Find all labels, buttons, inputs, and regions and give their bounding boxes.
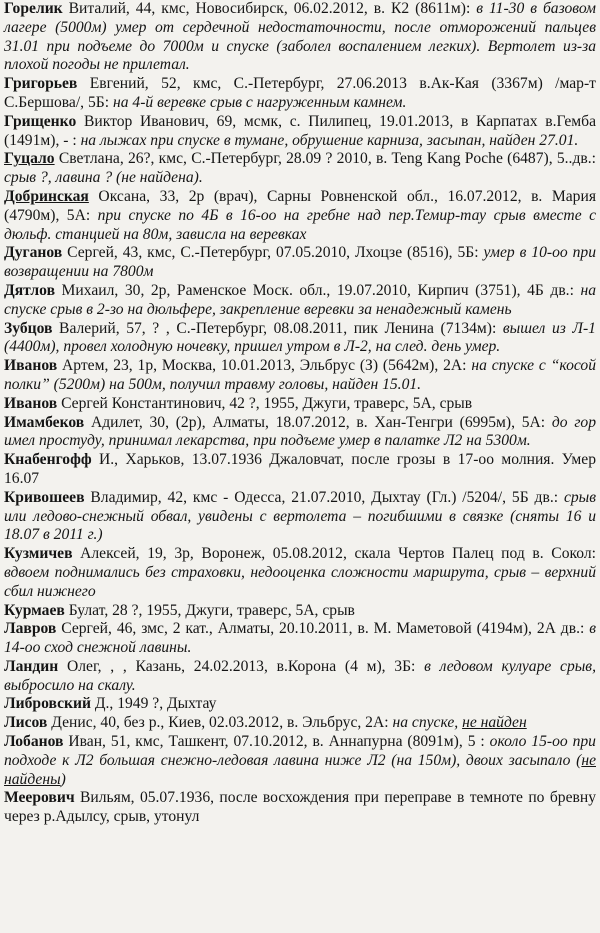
entry-surname: Дуганов: [4, 244, 63, 262]
entry-description-text: около 15-оо при подходе к Л2 большая снежно-ледовая лавина ниже Л2 (на 150м), двоих засыпало (: [4, 733, 596, 769]
entry-surname: Кривошеев: [4, 488, 85, 506]
list-entry: [4, 414, 596, 452]
entry-surname: Гуцало: [4, 150, 55, 168]
list-entry: [4, 451, 596, 489]
list-entry: [4, 489, 596, 545]
list-entry: [4, 244, 596, 282]
entry-info: Вильям, 05.07.1936, после восхождения при переправе в темноте по бревну через р.Адылсу, срыв, утонул: [4, 789, 596, 826]
entry-surname: Григорьев: [4, 75, 78, 93]
list-entry: [4, 282, 596, 320]
entry-info: Олег, , , Казань, 24.02.2013, в.Корона (4 м), 3Б:: [58, 657, 425, 675]
entry-info: Артем, 23, 1р, Москва, 10.01.2013, Эльбрус (З) (5642м), 2А:: [57, 357, 472, 375]
list-entry: [4, 188, 596, 244]
list-entry: [4, 357, 596, 395]
entry-info: Иван, 51, кмс, Ташкент, 07.10.2012, в. Аннапурна (8091м), 5 :: [63, 733, 490, 751]
list-entry: [4, 658, 596, 696]
entry-description: срыв или ледово-снежный обвал, увидены с вертолета – погибшими в связке (сняты 16 и 18.07 в 2011 г.): [4, 488, 596, 544]
entry-description-text: на спуске,: [392, 714, 463, 732]
entry-description: на спуске срыв в 2-зо на дюльфере, закрепление веревки за ненадежный камень: [4, 281, 596, 318]
entry-description: в 14-оо сход снежной лавины.: [4, 620, 596, 657]
entry-info: Оксана, 33, 2р (врач), Сарны Ровненской обл., 16.07.2012, в. Мария (4790м), 5А:: [4, 187, 596, 224]
list-entry: [4, 150, 596, 188]
entry-surname: Меерович: [4, 789, 75, 807]
list-entry: [4, 733, 596, 789]
list-entry: [4, 602, 596, 621]
entry-info: Светлана, 26?, кмс, С.-Петербург, 28.09 ? 2010, в. Teng Kang Poche (6487), 5..дв.:: [54, 150, 596, 168]
entry-surname: Лобанов: [4, 733, 64, 751]
entry-info: Адилет, 30, (2р), Алматы, 18.07.2012, в. Хан-Тенгри (6995м), 5А:: [84, 413, 552, 431]
entry-info: Алексей, 19, 3р, Воронеж, 05.08.2012, скала Чертов Палец под в. Сокол:: [72, 545, 596, 563]
entry-surname: Лисов: [4, 714, 48, 732]
entry-info: Сергей, 43, кмс, С.-Петербург, 07.05.2010, Лхоцзе (8516), 5Б:: [62, 244, 484, 262]
list-entry: [4, 620, 596, 658]
list-entry: [4, 395, 596, 414]
entry-surname: Курмаев: [4, 601, 65, 619]
entry-surname: Кнабенгофф: [4, 451, 92, 469]
entry-description: умер в 10-оо при возвращении на 7800м: [4, 244, 596, 281]
entry-surname: Кузмичев: [4, 545, 73, 563]
entry-info: Владимир, 42, кмс - Одесса, 21.07.2010, Дыхтау (Гл.) /5204/, 5Б дв.:: [84, 488, 564, 506]
entry-surname: Горелик: [4, 0, 63, 17]
list-entry: [4, 789, 596, 827]
entry-info: Виталий, 44, кмс, Новосибирск, 06.02.2012, в. К2 (8611м):: [62, 0, 477, 17]
entry-description: вышел из Л-1 (4400м), провел холодную ночевку, пришел утром в Л-2, на след. день умер.: [4, 319, 596, 356]
entry-info: Михаил, 30, 2р, Раменское Моск. обл., 19.07.2010, Кирпич (3751), 4Б дв.:: [55, 281, 581, 299]
entry-description: на спуске с “косой полки” (5200м) на 500м, получил травму головы, найден 15.01.: [4, 357, 596, 393]
entry-info: Валерий, 57, ? , С.-Петербург, 08.08.2011, пик Ленина (7134м):: [52, 319, 503, 337]
entry-description: до гор имел простуду, принимал лекарства, при подъеме умер в палатке Л2 на 5300м.: [4, 413, 597, 450]
entry-info: Д., 1949 ?, Дыхтау: [90, 695, 217, 713]
entry-description: при спуске по 4Б в 16-оо на гребне над пер.Темир-тау срыв вместе с дюльф. станцией на 80м, зависла на веревках: [4, 206, 596, 243]
entry-info: Булат, 28 ?, 1955, Джуги, траверс, 5А, срыв: [64, 601, 355, 619]
entry-surname: Лавров: [4, 620, 57, 638]
entry-description: в ледовом кулуаре срыв, выбросило на скалу.: [4, 657, 596, 694]
entry-info: Денис, 40, без р., Киев, 02.03.2012, в. Эльбрус, 2А:: [47, 714, 393, 732]
entry-description-underlined: не найден: [462, 714, 527, 732]
entry-surname: Иванов: [4, 394, 58, 412]
entry-info: Сергей Константинович, 42 ?, 1955, Джуги, траверс, 5А, срыв: [57, 394, 473, 412]
entry-surname: Зубцов: [4, 319, 53, 337]
entry-surname: Либровский: [4, 695, 91, 713]
entry-info: И., Харьков, 13.07.1936 Джаловчат, после грозы в 17-оо молния. Умер 16.07: [4, 451, 596, 487]
list-entry: [4, 545, 596, 601]
entry-surname: Добринская: [4, 187, 89, 205]
list-entry: [4, 0, 596, 75]
entry-description: вдвоем поднимались без страховки, недооценка сложности маршрута, срыв – верхний сбил нижнего: [4, 563, 596, 600]
entry-description-underlined: не найдены: [4, 751, 596, 788]
list-entry: [4, 714, 596, 733]
entry-info: Сергей, 46, змс, 2 кат., Алматы, 20.10.2011, в. М. Маметовой (4194м), 2А дв.:: [56, 620, 590, 638]
entry-description: в 11-30 в базовом лагере (5000м) умер от сердечной недостаточности, после отморожений пальцев 31.01 при подъеме до 7000м и спуске (заболел воспалением легких). Вертолет из-за плохой погоды не прилетал.: [4, 0, 596, 74]
list-entry: [4, 695, 596, 714]
entry-info: Евгений, 52, кмс, С.-Петербург, 27.06.2013 в.Ак-Кая (3367м) /мар-т С.Бершова/, 5Б:: [4, 75, 596, 111]
entry-surname: Ландин: [4, 657, 59, 675]
entry-surname: Иванов: [4, 357, 58, 375]
entry-description: на лыжах при спуске в тумане, обрушение карниза, засыпан, найден 27.01.: [80, 131, 579, 149]
entry-description-after: ): [60, 770, 66, 788]
entry-surname: Дятлов: [4, 281, 56, 299]
entry-description: на 4-й веревке срыв с нагруженным камнем.: [112, 93, 407, 111]
entry-info: Виктор Иванович, 69, мсмк, с. Пилипец, 19.01.2013, в Карпатах в.Гемба (1491м), - :: [4, 112, 596, 149]
list-entry: [4, 320, 596, 358]
entry-surname: Грищенко: [4, 112, 77, 130]
entry-description: [392, 714, 526, 731]
list-entry: [4, 75, 596, 113]
entry-description: срыв ?, лавина ? (не найдена).: [4, 169, 203, 187]
entry-surname: Имамбеков: [4, 413, 85, 431]
list-entry: [4, 113, 596, 151]
